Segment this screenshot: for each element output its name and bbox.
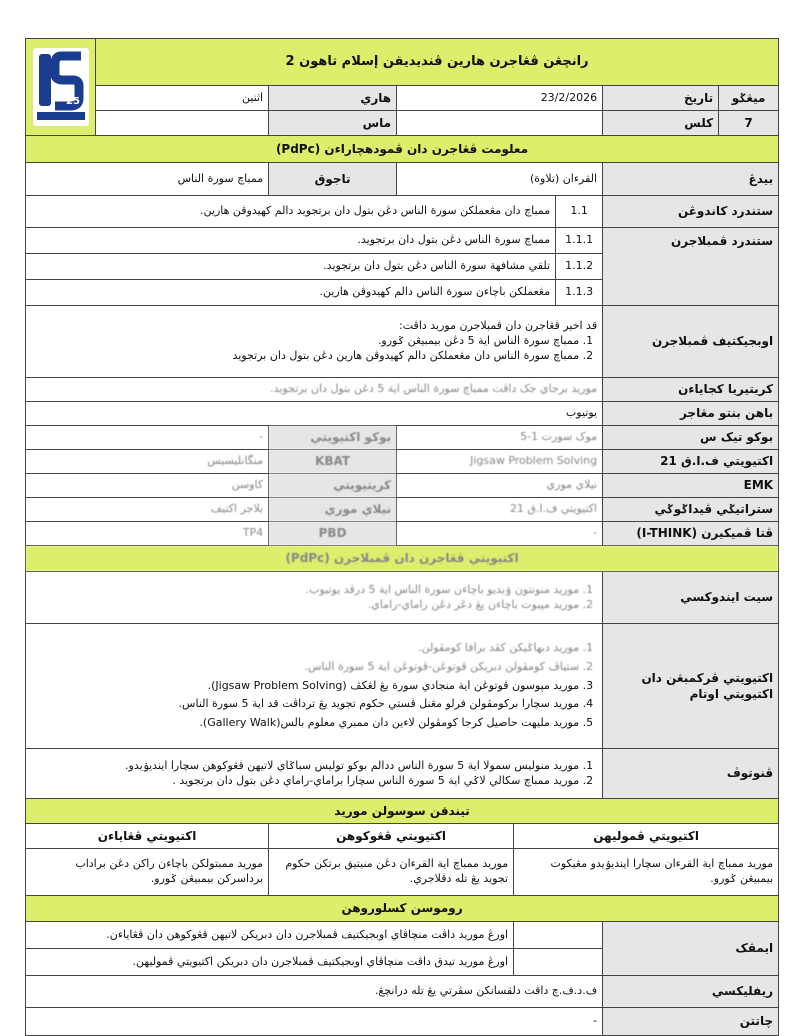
objective-item: 2. ممباچ سورة الناس دان مڠعملكن دالم كهيدوڤن هارين دڠن بتول دان برتجويد	[31, 349, 579, 364]
remedial-head: اكتيويتي ڤموليهن	[514, 824, 779, 849]
impact-label: ايمڤک	[603, 922, 779, 976]
learning-standard-number: 1.1.3	[556, 280, 603, 306]
enrichment-content: موريد ممبتولكن باچاءن راكن دڠن براداب برداسركن بيمبيڠن ݢورو.	[26, 849, 269, 896]
impact-not-achieved-text: اورڠ موريد تيدق داڤت منچاڤاي اوبجيكتيف ڤمبلاجرن دان دبريكن اكتيويتي ڤموليهن.	[26, 949, 514, 976]
closure-item: 2. موريد ممباچ سكالي لاݢي اية 5 سورة الناس سچارا براماي-راماي دڠن بتول دان برتجويد .	[31, 774, 579, 789]
enrichment-head: اكتيويتي ڤڠاياءن	[26, 824, 269, 849]
reflection-label: ريفليكسي	[603, 976, 779, 1008]
teaching-aids-value: يوتيوب	[26, 402, 603, 426]
emk-sub-value: كاوسن	[26, 474, 269, 498]
time-value	[96, 111, 269, 136]
learning-standard-label: ستندرد ڤمبلاجرن	[603, 228, 779, 306]
learning-standard-text: تلقي مشافهة سورة الناس دڠن بتول دان برتجويد.	[26, 254, 556, 280]
section-heading-summary: روموسن كسلوروهن	[26, 896, 779, 922]
textbook-label: بوکو تيک س	[603, 426, 779, 450]
time-label: ماس	[269, 111, 397, 136]
activity-item: 4. موريد سچارا بركومڤولن فرلو مڠنل ڤستي حكوم تجويد يڠ ترداڤت قد اية 5 سورة الناس.	[31, 695, 579, 714]
emk-sub-label: كريتيويتي	[269, 474, 397, 498]
school-logo	[26, 39, 96, 136]
notes-value: -	[26, 1008, 603, 1036]
pbd-label: PBD	[269, 522, 397, 546]
values-label: نيلاي موري	[269, 498, 397, 522]
date-value: 23/2/2026	[397, 86, 603, 111]
closure-content	[26, 749, 603, 799]
reflection-value: ف.د.ف.چ داڤت دلقسانكن سڤرتي يڠ تله درانچڠ.	[26, 976, 603, 1008]
lesson-plan-table	[25, 38, 779, 1036]
activity-item: 1. موريد دبهاݢيكن كڤد برافا كومڤولن.	[31, 639, 579, 658]
textbook-value: موک سورت 1-5	[397, 426, 603, 450]
induction-item: 2. موريد مڽبوت باچاءن يڠ دڠر دڠن راماي-راماي.	[31, 598, 579, 613]
section-heading-activities: اكتيويتي ڤڠاجرن دان ڤمبلاجرن (PdPc)	[26, 546, 779, 572]
reinforcement-content: موريد ممباچ اية القرءان دڠن منيتيق برتكن حكوم تجويد يڠ تله دڤلاجري.	[269, 849, 514, 896]
svg-text:25: 25	[65, 96, 80, 107]
objectives-label: اوبجيكتيف ڤمبلاجرن	[603, 306, 779, 378]
learning-standard-number: 1.1.1	[556, 228, 603, 254]
pedagogy-label: ستراتيݢي ڤيداݢوݢي	[603, 498, 779, 522]
objectives-intro: قد اخير ڤڠاجرن دان ڤمبلاجرن موريد داڤت:	[399, 319, 598, 333]
learning-standard-text: مڠعملكن باچاءن سورة الناس دالم كهيدوڤن هارين.	[26, 280, 556, 306]
induction-content	[26, 572, 603, 624]
activity-book-value: -	[26, 426, 269, 450]
week-value: 7	[719, 111, 779, 136]
activity-item: 5. موريد مليهت حاصيل كرجا كومڤولن لاءين دان ممبري معلوم بالس(Gallery Walk).	[31, 714, 579, 733]
emk-value: نيلاي موري	[397, 474, 603, 498]
induction-item: 1. موريد منونتون ۏيديو باچاءن سورة الناس اية 5 درڤد يوتيوب.	[31, 583, 579, 598]
ithink-label: ڤتا ڤميكيرن (I-THINK)	[603, 522, 779, 546]
teaching-aids-label: باهن بنتو مڠاجر	[603, 402, 779, 426]
objective-item: 1. ممباچ سورة الناس اية 5 دڠن بيمبيڠن ݢورو.	[31, 334, 579, 349]
emk-label: EMK	[603, 474, 779, 498]
remedial-content: موريد ممباچ اية القرءان سچارا اينديۏيدو مڠيكوت بيمبيڠن ݢورو.	[514, 849, 779, 896]
activity-item: 3. موريد مڽوسون ڤوتوڠن اية منجادي سورة يڠ لڠكڤ (Jigsaw Problem Solving).	[31, 677, 579, 696]
values-value: بلاجر اكتيف	[26, 498, 269, 522]
learning-standard-number: 1.1.2	[556, 254, 603, 280]
ithink-value: -	[397, 522, 603, 546]
section-heading-followup: تيندقن سوسولن موريد	[26, 799, 779, 824]
activity-item: 2. ستياڤ كومڤولن دبريكن ڤوتوڠن-ڤوتوڠن اية 5 سورة الناس.	[31, 658, 579, 677]
success-criteria-value: موريد برجاي جک داڤت ممباچ سورة الناس اية 5 دڠن بتول دان برتجويد.	[26, 378, 603, 402]
closure-label: ڤنوتوڤ	[603, 749, 779, 799]
topic-value: ممباچ سورة الناس	[26, 163, 269, 196]
page-title: رانچڠن ڤڠاجرن هارين ڤنديديقن إسلام تاهون 2	[96, 39, 779, 86]
impact-count-not-achieved	[514, 949, 603, 976]
field-value: القرءان (تلاوة)	[397, 163, 603, 196]
induction-label: سيت ايندوكسي	[603, 572, 779, 624]
success-criteria-label: كريتيريا كجاياءن	[603, 378, 779, 402]
closure-item: 1. موريد منوليس سمولا اية 5 سورة الناس ددالم بوكو توليس سباݢاي لاتيهن ڤڠوكوهن سچارا اينديۏيدو.	[31, 759, 579, 774]
kbat-value: منگانليسيس	[26, 450, 269, 474]
impact-count-achieved	[514, 922, 603, 949]
content-standard-label: ستندرد كاندوڠن	[603, 196, 779, 228]
activity-book-label: بوكو اكتيويتي	[269, 426, 397, 450]
pak21-label: اكتيويتي ف.ا.ق 21	[603, 450, 779, 474]
topic-label: تاجوق	[269, 163, 397, 196]
field-label: بيدڠ	[603, 163, 779, 196]
notes-label: چاتتن	[603, 1008, 779, 1036]
content-standard-text: ممباچ دان مڠعملكن سورة الناس دڠن بتول دان برتجويد دالم كهيدوڤن هارين.	[26, 196, 556, 228]
class-value	[397, 111, 603, 136]
content-standard-number: 1.1	[556, 196, 603, 228]
pak21-value: Jigsaw Problem Solving	[397, 450, 603, 474]
logo-icon	[33, 48, 89, 126]
pbd-value: TP4	[26, 522, 269, 546]
objectives-content	[26, 306, 603, 378]
impact-achieved-text: اورڠ موريد داڤت منچاڤاي اوبجيكتيف ڤمبلاجرن دان دبريكن لاتيهن ڤڠوكوهن دان ڤڠاياءن.	[26, 922, 514, 949]
kbat-label: KBAT	[269, 450, 397, 474]
date-label: تاريخ	[603, 86, 719, 111]
reinforcement-head: اكتيويتي ڤڠوكوهن	[269, 824, 514, 849]
main-activity-content	[26, 624, 603, 749]
week-label: ميڠݢو	[719, 86, 779, 111]
pedagogy-value: اكتيويتي ف.ا.ق 21	[397, 498, 603, 522]
learning-standard-text: ممباچ سورة الناس دڠن بتول دان برتجويد.	[26, 228, 556, 254]
section-heading-info: معلومت ڤڠاجرن دان ڤمودهچاراءن (PdPc)	[26, 136, 779, 163]
day-label: هاري	[269, 86, 397, 111]
day-value: اثنين	[96, 86, 269, 111]
class-label: كلس	[603, 111, 719, 136]
main-activity-label: اكتيويتي ڤركمبڠن دان اكتيويتي اوتام	[603, 624, 779, 749]
